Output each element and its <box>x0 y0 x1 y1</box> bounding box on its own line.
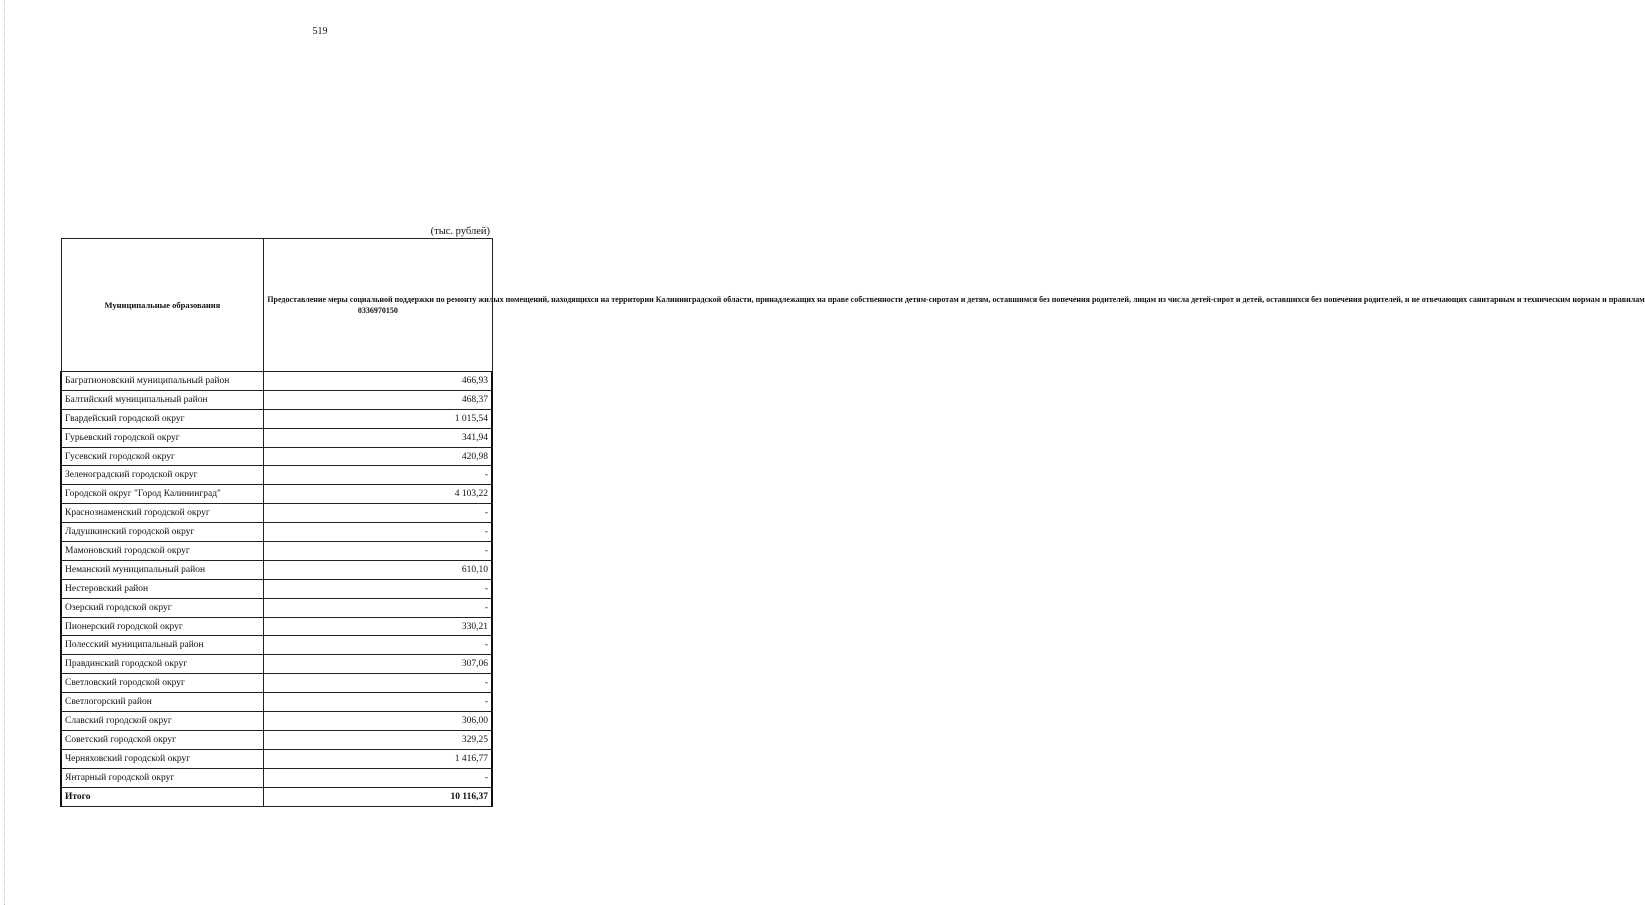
municipality-value: 4 103,22 <box>264 485 492 504</box>
municipality-value: 307,06 <box>264 655 492 674</box>
table-row <box>61 768 492 787</box>
municipality-name: Полесский муниципальный район <box>61 636 264 655</box>
total-value: 10 116,37 <box>264 787 492 806</box>
municipality-name: Правдинский городской округ <box>61 655 264 674</box>
municipality-value: 1 416,77 <box>264 749 492 768</box>
municipality-name: Янтарный городской округ <box>61 768 264 787</box>
units-label: (тыс. рублей) <box>430 226 490 237</box>
header-support-measure-text: Предоставление меры социальной поддержки по ремонту жилых помещений, находящихся на территории Калининградской области, принадлежащих на праве собственности детям-сиротам и детям, оставшимся без попечения родителей, лицам из числа детей-сирот и детей, оставшихся без попечения родителей, и не отвечающих санитарным и техническим нормам и правилам <box>267 295 1645 304</box>
municipality-name: Советский городской округ <box>61 730 264 749</box>
table-row <box>61 447 492 466</box>
municipality-name: Нестеровский район <box>61 579 264 598</box>
municipality-value: 468,37 <box>264 390 492 409</box>
header-support-measure <box>264 239 1645 372</box>
municipality-name: Светлогорский район <box>61 693 264 712</box>
municipality-name: Городской округ "Город Калининград" <box>61 485 264 504</box>
table-row <box>61 655 492 674</box>
header-municipalities: Муниципальные образования <box>61 239 264 372</box>
municipality-value: - <box>264 466 492 485</box>
municipality-name: Багратионовский муниципальный район <box>61 372 264 391</box>
municipality-name: Озерский городской округ <box>61 598 264 617</box>
table-row <box>61 560 492 579</box>
municipality-name: Ладушкинский городской округ <box>61 523 264 542</box>
municipality-value: 420,98 <box>264 447 492 466</box>
municipality-name: Гурьевский городской округ <box>61 428 264 447</box>
table-row <box>61 693 492 712</box>
municipality-value: 1 015,54 <box>264 409 492 428</box>
table-body <box>61 372 492 788</box>
total-row <box>61 787 492 806</box>
table-row <box>61 390 492 409</box>
municipality-name: Мамоновский городской округ <box>61 542 264 561</box>
municipality-name: Краснознаменский городской округ <box>61 504 264 523</box>
municipality-value: - <box>264 579 492 598</box>
table-row <box>61 617 492 636</box>
table-row <box>61 409 492 428</box>
municipality-value: - <box>264 542 492 561</box>
table-row <box>61 712 492 731</box>
municipality-name: Светловский городской округ <box>61 674 264 693</box>
table-row <box>61 428 492 447</box>
municipality-name: Гвардейский городской округ <box>61 409 264 428</box>
table-row <box>61 466 492 485</box>
municipality-name: Балтийский муниципальный район <box>61 390 264 409</box>
municipality-name: Пионерский городской округ <box>61 617 264 636</box>
municipality-value: 466,93 <box>264 372 492 391</box>
municipality-value: 329,25 <box>264 730 492 749</box>
municipality-value: - <box>264 504 492 523</box>
municipality-name: Славский городской округ <box>61 712 264 731</box>
municipality-value: 306,00 <box>264 712 492 731</box>
table-row <box>61 485 492 504</box>
table-row <box>61 542 492 561</box>
municipality-value: 330,21 <box>264 617 492 636</box>
municipality-value: 341,94 <box>264 428 492 447</box>
table-row <box>61 372 492 391</box>
total-label: Итого <box>61 787 264 806</box>
municipality-name: Зеленоградский городской округ <box>61 466 264 485</box>
header-budget-code: 0336970150 <box>357 306 398 315</box>
municipality-value: - <box>264 674 492 693</box>
municipality-value: - <box>264 768 492 787</box>
table-header-row <box>61 239 492 372</box>
table-row <box>61 674 492 693</box>
table-row <box>61 523 492 542</box>
municipality-value: - <box>264 523 492 542</box>
scan-edge-line <box>4 0 6 905</box>
municipality-value: 610,10 <box>264 560 492 579</box>
table-row <box>61 730 492 749</box>
municipality-value: - <box>264 636 492 655</box>
municipality-value: - <box>264 598 492 617</box>
municipality-name: Черняховский городской округ <box>61 749 264 768</box>
table-row <box>61 598 492 617</box>
municipality-name: Неманский муниципальный район <box>61 560 264 579</box>
municipality-value: - <box>264 693 492 712</box>
table-row <box>61 504 492 523</box>
municipal-budget-table <box>60 238 1645 807</box>
page-number: 519 <box>312 26 328 37</box>
table-row <box>61 749 492 768</box>
table-row <box>61 579 492 598</box>
municipality-name: Гусевский городской округ <box>61 447 264 466</box>
table-row <box>61 636 492 655</box>
